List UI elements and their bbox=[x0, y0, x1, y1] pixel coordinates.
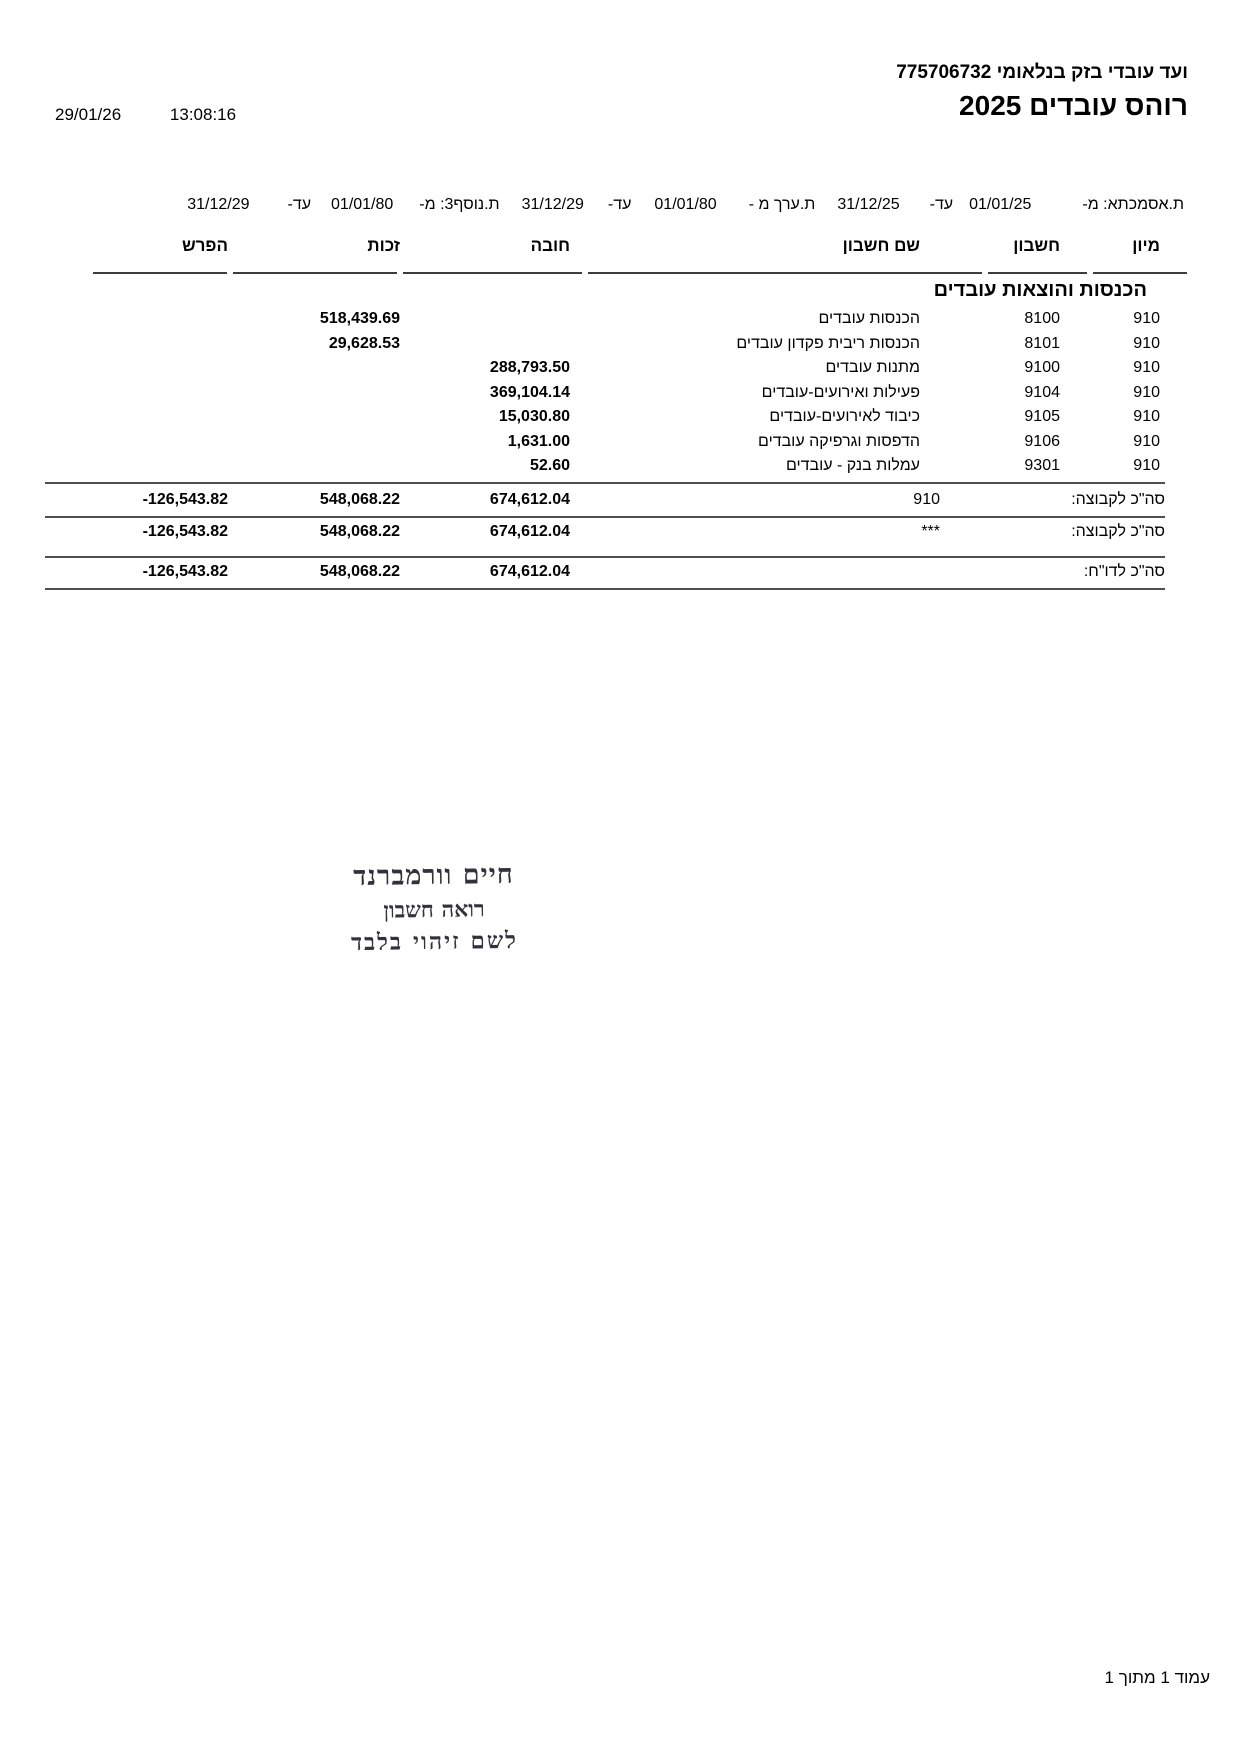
cell-account: 8100 bbox=[1024, 310, 1060, 327]
cell-diff bbox=[90, 405, 230, 430]
cell-account-name: עמלות בנק - עובדים bbox=[785, 457, 920, 474]
report-total-code bbox=[585, 560, 985, 584]
table-row bbox=[50, 430, 1190, 455]
accounts-table bbox=[50, 224, 1190, 479]
total-credit: 548,068.22 bbox=[319, 523, 400, 540]
cell-miun: 910 bbox=[1133, 457, 1160, 474]
cell-account-name: מתנות עובדים bbox=[825, 359, 920, 376]
cell-account: 9301 bbox=[1024, 457, 1060, 474]
page-title: רוהס עובדים 2025 bbox=[959, 90, 1188, 121]
print-datetime bbox=[55, 105, 236, 125]
total-debit: 674,612.04 bbox=[489, 491, 570, 508]
report-total-label: סה"כ לדו"ח: bbox=[1083, 563, 1165, 580]
cell-diff bbox=[90, 454, 230, 479]
cell-account-name: הכנסות ריבית פקדון עובדים bbox=[736, 334, 920, 352]
cell-account: 9106 bbox=[1024, 432, 1060, 450]
cell-account-name: כיבוד לאירועים-עובדים bbox=[769, 408, 920, 425]
cell-miun: 910 bbox=[1133, 310, 1160, 327]
cell-account-name: פעילות ואירועים-עובדים bbox=[761, 383, 920, 401]
cell-diff bbox=[90, 332, 230, 357]
report-total-row bbox=[50, 560, 1190, 584]
cell-account: 8101 bbox=[1024, 334, 1060, 352]
table-row bbox=[50, 356, 1190, 381]
filter-nosaf-from: 01/01/80 bbox=[331, 196, 394, 213]
filter-nosaf-to: 31/12/29 bbox=[187, 196, 250, 213]
cell-miun: 910 bbox=[1133, 383, 1160, 401]
filter-erech-to: 31/12/29 bbox=[521, 196, 584, 213]
cell-miun: 910 bbox=[1133, 408, 1160, 425]
cell-debit: 15,030.80 bbox=[498, 408, 570, 425]
section-title: הכנסות והוצאות עובדים bbox=[933, 279, 1147, 301]
col-header-diff: הפרש bbox=[90, 224, 230, 274]
filter-erech-label: ת.ערך מ - bbox=[748, 196, 816, 213]
cell-account: 9104 bbox=[1024, 383, 1060, 401]
filter-until-label-2: עד- bbox=[607, 196, 632, 213]
separator-line bbox=[45, 516, 1165, 518]
table-row bbox=[50, 307, 1190, 332]
cell-miun: 910 bbox=[1133, 359, 1160, 376]
cell-debit: 52.60 bbox=[529, 457, 570, 474]
col-header-account: חשבון bbox=[985, 224, 1090, 274]
group-total-label: סה"כ לקבוצה: bbox=[1071, 523, 1165, 540]
stamp-title: רואה חשבון bbox=[383, 896, 485, 924]
stamp-note: לשם זיהוי בלבד bbox=[350, 926, 519, 957]
separator-line bbox=[45, 588, 1165, 590]
filter-erech-from: 01/01/80 bbox=[654, 196, 717, 213]
cell-credit bbox=[230, 430, 400, 455]
cell-account: 9100 bbox=[1024, 359, 1060, 376]
filter-asmachta-to: 31/12/25 bbox=[837, 196, 900, 213]
filter-asmachta-from: 01/01/25 bbox=[969, 196, 1032, 213]
group-total-label: סה"כ לקבוצה: bbox=[1071, 491, 1165, 508]
cell-account: 9105 bbox=[1024, 408, 1060, 425]
org-title: ועד עובדי בזק בנלאומי 775706732 bbox=[896, 62, 1188, 83]
cell-credit bbox=[230, 381, 400, 406]
print-date: 29/01/26 bbox=[55, 105, 122, 124]
separator-line bbox=[45, 556, 1165, 558]
total-credit: 548,068.22 bbox=[319, 563, 400, 580]
total-debit: 674,612.04 bbox=[489, 563, 570, 580]
table-row bbox=[50, 454, 1190, 479]
print-time: 13:08:16 bbox=[169, 105, 237, 124]
table-header-row bbox=[50, 224, 1190, 274]
filter-params-line bbox=[187, 196, 1184, 214]
cell-debit bbox=[400, 307, 585, 332]
cell-credit: 29,628.53 bbox=[328, 334, 400, 352]
filter-until-label-1: עד- bbox=[929, 196, 954, 213]
cell-debit: 369,104.14 bbox=[489, 383, 570, 401]
filter-nosaf-label: ת.נוסף3: מ- bbox=[419, 196, 500, 213]
cell-miun: 910 bbox=[1133, 432, 1160, 450]
group-total-code: *** bbox=[921, 523, 940, 540]
col-header-debit: חובה bbox=[400, 224, 585, 274]
cell-diff bbox=[90, 430, 230, 455]
table-row bbox=[50, 405, 1190, 430]
cell-diff bbox=[90, 356, 230, 381]
filter-until-label-3: עד- bbox=[287, 196, 312, 213]
cell-credit bbox=[230, 405, 400, 430]
group-total-row bbox=[50, 520, 1190, 544]
group-total-row bbox=[50, 488, 1190, 512]
total-credit: 548,068.22 bbox=[319, 491, 400, 508]
cell-account-name: הדפסות וגרפיקה עובדים bbox=[758, 432, 920, 450]
col-header-credit: זכות bbox=[230, 224, 400, 274]
table-row bbox=[50, 332, 1190, 357]
total-debit: 674,612.04 bbox=[489, 523, 570, 540]
cell-account-name: הכנסות עובדים bbox=[818, 310, 920, 327]
group-total-code: 910 bbox=[913, 491, 940, 508]
table-row bbox=[50, 381, 1190, 406]
separator-line bbox=[45, 482, 1165, 484]
cell-credit bbox=[230, 356, 400, 381]
cell-credit: 518,439.69 bbox=[319, 310, 400, 327]
cell-miun: 910 bbox=[1133, 334, 1160, 352]
cell-debit bbox=[400, 332, 585, 357]
section-row bbox=[50, 274, 1190, 307]
cell-diff bbox=[90, 307, 230, 332]
total-diff: -126,543.82 bbox=[142, 563, 228, 580]
filter-asmachta-label: ת.אסמכתא: מ- bbox=[1082, 196, 1184, 213]
stamp-name: חיים וורמברנד bbox=[353, 858, 515, 893]
total-diff: -126,543.82 bbox=[142, 523, 228, 540]
cell-diff bbox=[90, 381, 230, 406]
total-diff: -126,543.82 bbox=[142, 491, 228, 508]
cell-debit: 288,793.50 bbox=[489, 359, 570, 376]
accountant-stamp bbox=[307, 858, 560, 957]
cell-credit bbox=[230, 454, 400, 479]
col-header-account-name: שם חשבון bbox=[585, 224, 985, 274]
page-number: עמוד 1 מתוך 1 bbox=[1104, 1668, 1210, 1687]
col-header-miun: מיון bbox=[1090, 224, 1190, 274]
cell-debit: 1,631.00 bbox=[507, 432, 570, 450]
